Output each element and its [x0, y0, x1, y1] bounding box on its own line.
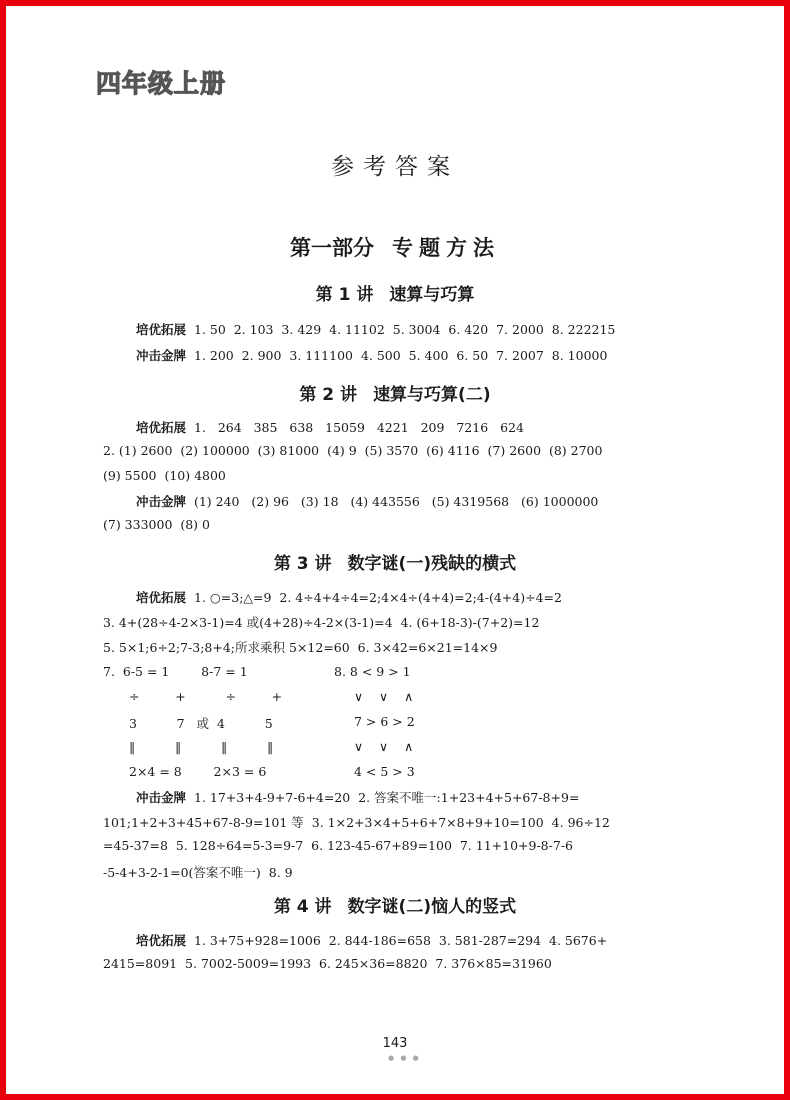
- lecture-label: 第 1 讲: [315, 285, 374, 305]
- puzzle-7-line: ‖ ‖ ‖ ‖: [129, 739, 274, 754]
- answer-line: (7) 333000 (8) 0: [103, 517, 210, 532]
- lecture-3-title: [6, 549, 784, 574]
- lecture-name: 速算与巧算: [389, 285, 475, 305]
- answer-line: 5. 5×1;6÷2;7-3;8+4;所求乘积 5×12=60 6. 3×42=6×21=14×9: [103, 640, 498, 655]
- puzzle-8-line: 8. 8 < 9 > 1: [334, 664, 411, 679]
- answer-text: 1. 50 2. 103 3. 429 4. 11102 5. 3004 6. 420 7. 2000 8. 222215: [193, 322, 616, 337]
- answer-line: (9) 5500 (10) 4800: [103, 468, 226, 483]
- answer-text: 1. 200 2. 900 3. 111100 4. 500 5. 400 6. 50 7. 2007 8. 10000: [193, 348, 608, 363]
- answer-line: [136, 588, 562, 606]
- lecture-4-title: [6, 892, 784, 917]
- answer-text: 1. 17+3+4-9+7-6+4=20 2. 答案不唯一:1+23+4+5+67-8+9=: [193, 790, 580, 805]
- lecture-2-title: [6, 380, 784, 405]
- puzzle-7-line: 2×4 = 8 2×3 = 6: [129, 764, 267, 779]
- part-title: [6, 232, 784, 262]
- answer-line: [136, 788, 579, 806]
- part-name: 专题方法: [392, 236, 500, 260]
- lecture-label: 第 2 讲: [299, 385, 358, 405]
- answer-line: [136, 418, 524, 436]
- lecture-name: 数字谜(二)恼人的竖式: [347, 897, 517, 917]
- lecture-label: 第 4 讲: [273, 897, 332, 917]
- puzzle-8-line: ∨ ∨ ∧: [354, 739, 414, 754]
- answer-line: -5-4+3-2-1=0(答案不唯一) 8. 9: [103, 865, 293, 880]
- page-number: 143: [382, 1036, 408, 1051]
- answer-text: 1. 3+75+928=1006 2. 844-186=658 3. 581-287=294 4. 5676+: [193, 933, 608, 948]
- lecture-1-title: [6, 280, 784, 305]
- lecture-name: 数字谜(一)残缺的横式: [347, 554, 517, 574]
- lecture-label: 第 3 讲: [273, 554, 332, 574]
- answer-line: [136, 492, 598, 510]
- lecture-name: 速算与巧算(二): [373, 385, 491, 405]
- answer-text: (1) 240 (2) 96 (3) 18 (4) 443556 (5) 4319568 (6) 1000000: [193, 494, 599, 509]
- section-tag: 培优拓展: [136, 933, 187, 948]
- answer-line: 101;1+2+3+45+67-8-9=101 等 3. 1×2+3×4+5+6+7×8+9+10=100 4. 96÷12: [103, 815, 610, 830]
- answer-line: 3. 4+(28÷4-2×3-1)=4 或(4+28)÷4-2×(3-1)=4 4. (6+18-3)-(7+2)=12: [103, 615, 540, 630]
- section-tag: 培优拓展: [136, 420, 187, 435]
- answer-line: [136, 931, 607, 949]
- section-tag: 冲击金牌: [136, 494, 187, 509]
- answer-line: 2415=8091 5. 7002-5009=1993 6. 245×36=8820 7. 376×85=31960: [103, 956, 552, 971]
- answer-line: [136, 320, 615, 338]
- answer-line: =45-37=8 5. 128÷64=5-3=9-7 6. 123-45-67+89=100 7. 11+10+9-8-7-6: [103, 838, 573, 853]
- section-tag: 培优拓展: [136, 590, 187, 605]
- answer-line: [136, 346, 607, 364]
- answer-line: 2. (1) 2600 (2) 100000 (3) 81000 (4) 9 (5) 3570 (6) 4116 (7) 2600 (8) 2700: [103, 443, 603, 458]
- puzzle-7-line: 7. 6-5 = 1 8-7 = 1: [103, 664, 248, 679]
- puzzle-8-line: 7 > 6 > 2: [354, 714, 415, 729]
- part-label: 第一部分: [290, 236, 374, 260]
- section-tag: 冲击金牌: [136, 790, 187, 805]
- section-tag: 培优拓展: [136, 322, 187, 337]
- grade-header: 四年级上册: [96, 69, 227, 98]
- section-tag: 冲击金牌: [136, 348, 187, 363]
- answer-text: 1. 264 385 638 15059 4221 209 7216 624: [193, 420, 524, 435]
- answer-text: 1. ○=3;△=9 2. 4÷4+4÷4=2;4×4÷(4+4)=2;4-(4+4)÷4=2: [193, 590, 562, 605]
- puzzle-7-line: ÷ + ÷ +: [129, 689, 283, 704]
- page-ornament: ● ● ●: [388, 1054, 421, 1062]
- puzzle-7-line: 3 7 或 4 5: [129, 716, 273, 731]
- puzzle-8-line: ∨ ∨ ∧: [354, 689, 414, 704]
- page-title: 参考答案: [331, 154, 459, 180]
- puzzle-8-line: 4 < 5 > 3: [354, 764, 415, 779]
